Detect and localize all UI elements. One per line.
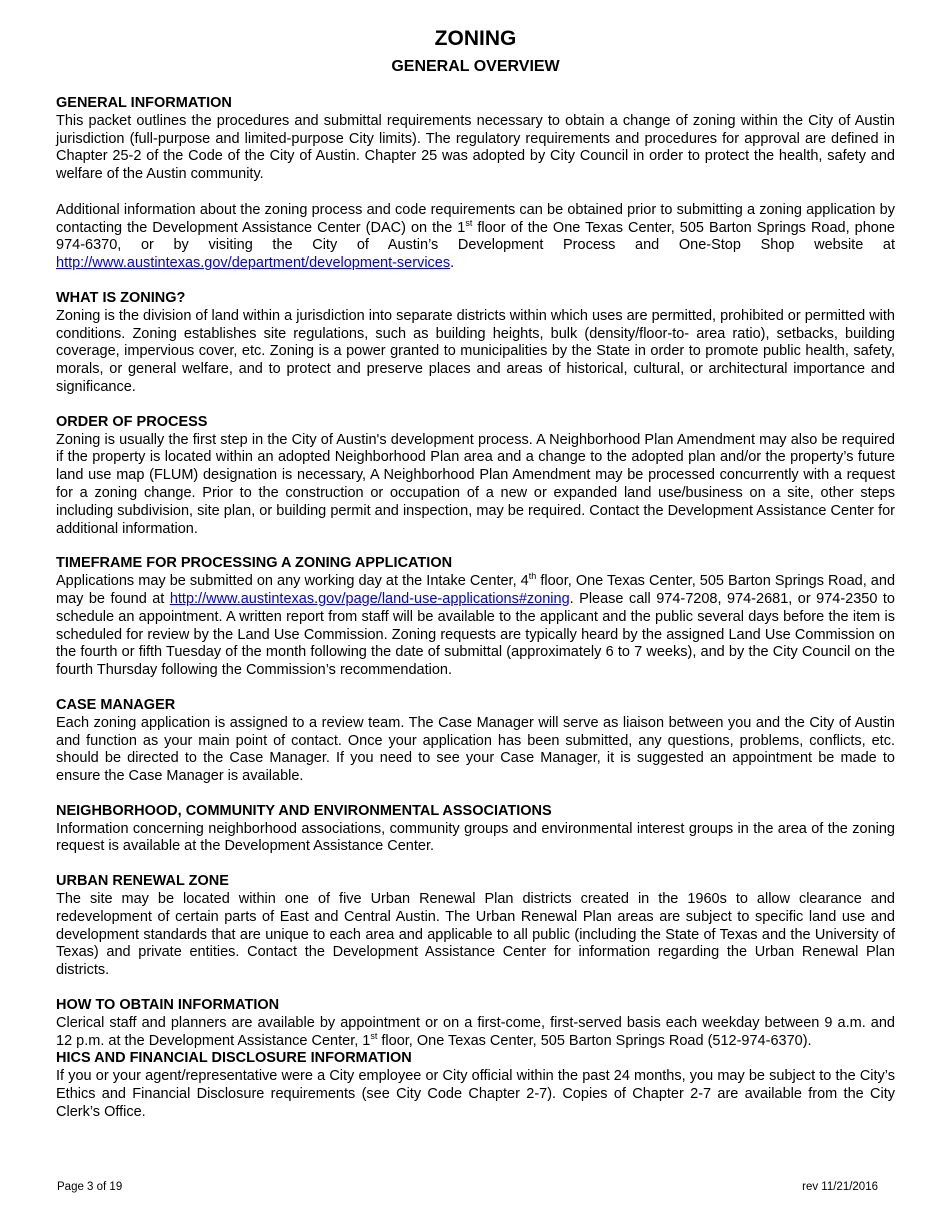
- section-general-information: [56, 95, 895, 273]
- paragraph: The site may be located within one of five Urban Renewal Plan districts created in the 1960s to allow clearance and redevelopment of certain parts of East and Central Austin. The Urban Renewal Plan areas are subject to specific land use and development standards that are unique to each area and applicable to all public (including the State of Texas and the University of Texas) and private entities. Contact the Development Assistance Center for information regarding the Urban Renewal Plan districts.: [56, 891, 895, 979]
- paragraph: This packet outlines the procedures and submittal requirements necessary to obtain a change of zoning within the City of Austin jurisdiction (full-purpose and limited-purpose City limits). The regulatory requirements and procedures for approval are defined in Chapter 25-2 of the Code of the City of Austin. Chapter 25 was adopted by City Council in order to protect the health, safety and welfare of the Austin community.: [56, 112, 895, 183]
- section-heading: TIMEFRAME FOR PROCESSING A ZONING APPLICATION: [56, 555, 453, 572]
- land-use-applications-link[interactable]: http://www.austintexas.gov/page/land-use-applications#zoning: [169, 590, 570, 607]
- paragraph: Information concerning neighborhood associations, community groups and environmental interest groups in the area of the zoning request is available at the Development Assistance Center.: [56, 820, 895, 855]
- section-how-to-obtain: [56, 997, 895, 1050]
- section-heading: HOW TO OBTAIN INFORMATION: [56, 997, 280, 1014]
- revision-date: rev 11/21/2016: [802, 1181, 878, 1193]
- section-associations: [56, 803, 895, 856]
- paragraph: Zoning is the division of land within a jurisdiction into separate districts within which uses are permitted, prohibited or permitted with conditions. Zoning establishes site regulations, such as building heights, bulk (density/floor-to- area ratio), setbacks, building coverage, impervious cover, etc. Zoning is a power granted to municipalities by the State in order to promote public health, safety, morals, or general welfare, and to protect and preserve places and areas of historical, cultural, or architectural importance and significance.: [56, 307, 895, 395]
- paragraph: If you or your agent/representative were a City employee or City official within the past 24 months, you may be subject to the City’s Ethics and Financial Disclosure requirements (see City Code Chapter 2-7). Copies of Chapter 2-7 are available from the City Clerk’s Office.: [56, 1068, 895, 1120]
- section-heading: HICS AND FINANCIAL DISCLOSURE INFORMATION: [56, 1050, 412, 1067]
- paragraph: Zoning is usually the first step in the City of Austin's development process. A Neighborhood Plan Amendment may also be required if the property is located within an adopted Neighborhood Plan area and a change to the adopted plan and/or the property’s future land use map (FLUM) designation is necessary, A Neighborhood Plan Amendment may be processed concurrently with a request for a zoning change. Prior to the construction or occupation of a new or expanded land use/business on a site, other steps including subdivision, site plan, or building permit and inspection, may be required. Contact the Development Assistance Center for additional information.: [56, 431, 895, 537]
- section-heading: NEIGHBORHOOD, COMMUNITY AND ENVIRONMENTAL ASSOCIATIONS: [56, 802, 552, 819]
- page-number: Page 3 of 19: [57, 1181, 123, 1193]
- section-what-is-zoning: [56, 290, 895, 397]
- document-page: [56, 22, 895, 1122]
- development-services-link[interactable]: http://www.austintexas.gov/department/development-services: [56, 255, 451, 272]
- page-title: ZONING: [434, 27, 517, 50]
- paragraph: Applications may be submitted on any working day at the Intake Center, 4th floor, One Texas Center, 505 Barton Springs Road, and may be found at http://www.austintexas.gov/page/land-use-applications#zoning. Please call 974-7208, 974-2681, or 974-2350 to schedule an appointment. A written report from staff will be available to the applicant and the public several days before the item is scheduled for review by the Land Use Commission. Zoning requests are typically heard by the assigned Land Use Commission on the fourth or fifth Tuesday of the month following the date of submittal (approximately 6 to 7 weeks), and by the City Council on the fourth Thursday following the Commission’s recommendation.: [56, 571, 896, 679]
- paragraph: Each zoning application is assigned to a review team. The Case Manager will serve as liaison between you and the City of Austin and function as your main point of contact. Once your application has been submitted, any questions, problems, conflicts, etc. should be directed to the Case Manager. If you need to see your Case Manager, it is suggested an appointment be made to ensure the Case Manager is available.: [56, 714, 895, 785]
- section-ethics: [56, 1050, 895, 1121]
- section-heading: URBAN RENEWAL ZONE: [56, 873, 229, 890]
- section-heading: GENERAL INFORMATION: [56, 95, 232, 111]
- section-heading: CASE MANAGER: [56, 696, 176, 713]
- section-heading: ORDER OF PROCESS: [56, 413, 208, 430]
- section-case-manager: [56, 697, 895, 786]
- section-timeframe: [56, 555, 895, 680]
- section-order-of-process: [56, 414, 895, 539]
- page-subtitle: GENERAL OVERVIEW: [391, 58, 560, 75]
- section-heading: WHAT IS ZONING?: [56, 289, 186, 306]
- section-urban-renewal: [56, 873, 895, 980]
- paragraph: Additional information about the zoning process and code requirements can be obtained prior to submitting a zoning application by contacting the Development Assistance Center (DAC) on the 1st floor of the One Texas Center, 505 Barton Springs Road, phone 974-6370, or by visiting the City of Austin’s Development Process and One-Stop Shop website at http://www.austintexas.gov/department/development-services.: [56, 201, 895, 272]
- paragraph: Clerical staff and planners are available by appointment or on a first-come, first-served basis each weekday between 9 a.m. and 12 p.m. at the Development Assistance Center, 1st floor, One Texas Center, 505 Barton Springs Road (512-974-6370).: [56, 1014, 895, 1049]
